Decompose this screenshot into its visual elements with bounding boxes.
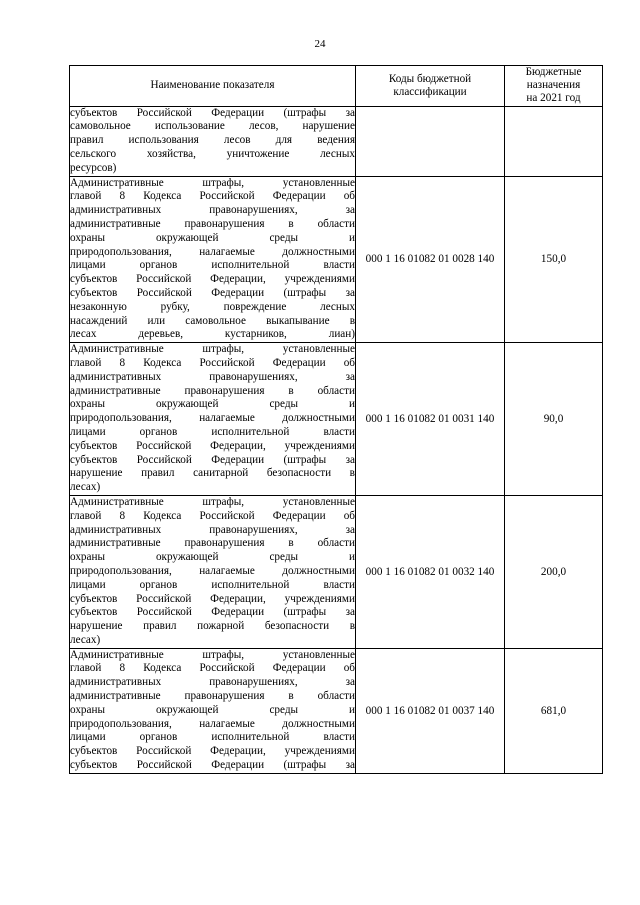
indicator-name-line: административных правонарушениях, за <box>70 204 355 217</box>
budget-amount-cell: 150,0 <box>505 176 603 343</box>
indicator-name-line: лицами органов исполнительной власти <box>70 259 355 272</box>
indicator-name-line: субъектов Российской Федерации (штрафы за <box>70 286 355 299</box>
budget-amount-cell: 200,0 <box>505 495 603 648</box>
indicator-name-line: лицами органов исполнительной власти <box>70 425 355 438</box>
budget-code-cell: 000 1 16 01082 01 0037 140 <box>356 648 505 773</box>
indicator-name-line: субъектов Российской Федерации, учреждениями <box>70 592 355 605</box>
indicator-name-line: сельского хозяйства, уничтожение лесных <box>70 148 355 160</box>
header-budget-codes-line: классификации <box>393 85 467 98</box>
indicator-name-line: Административные штрафы, установленные <box>70 648 355 661</box>
indicator-name-line: субъектов Российской Федерации, учреждениями <box>70 439 355 452</box>
indicator-name-cell <box>70 343 356 496</box>
header-budget-allocations-line: на 2021 год <box>526 92 581 105</box>
indicator-name-line: главой 8 Кодекса Российской Федерации об <box>70 356 355 369</box>
table-row <box>70 343 603 496</box>
indicator-name-line: охраны окружающей среды и <box>70 703 355 716</box>
indicator-name-line: административных правонарушениях, за <box>70 370 355 383</box>
indicator-name-line: нарушение правил пожарной безопасности в <box>70 620 355 633</box>
header-indicator-name <box>70 66 356 107</box>
header-budget-allocations <box>505 66 603 107</box>
budget-code-cell <box>356 106 505 176</box>
table-row <box>70 176 603 343</box>
indicator-name-line: ресурсов) <box>70 161 117 174</box>
indicator-name-line: субъектов Российской Федерации, учреждениями <box>70 273 355 286</box>
indicator-name-line: правил использования лесов для ведения <box>70 134 355 147</box>
table-row <box>70 106 603 176</box>
budget-amount-cell <box>505 106 603 176</box>
indicator-name-line: главой 8 Кодекса Российской Федерации об <box>70 509 355 522</box>
indicator-name-line: субъектов Российской Федерации (штрафы за <box>70 453 355 466</box>
indicator-name-line: природопользования, налагаемые должностными <box>70 245 355 258</box>
indicator-name-cell <box>70 106 356 176</box>
indicator-name-line: нарушение правил санитарной безопасности в <box>70 467 355 480</box>
table-header-row <box>70 66 603 107</box>
indicator-name-cell <box>70 176 356 343</box>
indicator-name-line: административные правонарушения в области <box>70 217 355 230</box>
indicator-name-line: административные правонарушения в области <box>70 690 355 703</box>
indicator-name-line: охраны окружающей среды и <box>70 231 355 244</box>
indicator-name-line: субъектов Российской Федерации, учреждениями <box>70 745 355 758</box>
indicator-name-line: лесах) <box>70 481 101 494</box>
header-budget-codes-line: Коды бюджетной <box>388 72 472 85</box>
indicator-name-line: охраны окружающей среды и <box>70 398 355 411</box>
indicator-name-line: насаждений или самовольное выкапывание в <box>70 314 355 327</box>
indicator-name-line: Административные штрафы, установленные <box>70 495 355 508</box>
indicator-name-line: охраны окружающей среды и <box>70 551 355 564</box>
indicator-name-line: главой 8 Кодекса Российской Федерации об <box>70 662 355 675</box>
header-budget-allocations-line: Бюджетные <box>525 66 582 78</box>
budget-code-cell: 000 1 16 01082 01 0032 140 <box>356 495 505 648</box>
table-row <box>70 648 603 773</box>
page-number: 24 <box>314 38 326 50</box>
indicator-name-line: Административные штрафы, установленные <box>70 343 355 356</box>
table-body <box>70 106 603 773</box>
indicator-name-line: природопользования, налагаемые должностными <box>70 412 355 425</box>
indicator-name-line: природопользования, налагаемые должностными <box>70 564 355 577</box>
indicator-name-line: природопользования, налагаемые должностными <box>70 717 355 730</box>
indicator-name-line: самовольное использование лесов, нарушение <box>70 120 355 133</box>
indicator-name-line: субъектов Российской Федерации (штрафы за <box>70 606 355 619</box>
indicator-name-line: лесах деревьев, кустарников, лиан) <box>70 328 355 341</box>
indicator-name-line: субъектов Российской Федерации (штрафы за <box>70 106 355 119</box>
indicator-name-cell <box>70 495 356 648</box>
header-budget-allocations-line: назначения <box>526 79 581 92</box>
indicator-name-line: лицами органов исполнительной власти <box>70 731 355 744</box>
indicator-name-line: лесах) <box>70 633 101 646</box>
indicator-name-line: административных правонарушениях, за <box>70 523 355 536</box>
budget-code-cell: 000 1 16 01082 01 0031 140 <box>356 343 505 496</box>
indicator-name-line: незаконную рубку, повреждение лесных <box>70 300 355 313</box>
budget-amount-cell: 681,0 <box>505 648 603 773</box>
indicator-name-line: административные правонарушения в области <box>70 384 355 397</box>
budget-amount-cell: 90,0 <box>505 343 603 496</box>
indicator-name-line: административные правонарушения в области <box>70 537 355 550</box>
indicator-name-line: лицами органов исполнительной власти <box>70 578 355 591</box>
indicator-name-line: субъектов Российской Федерации (штрафы за <box>70 759 355 772</box>
header-indicator-name-label: Наименование показателя <box>150 79 275 92</box>
indicator-name-line: Административные штрафы, установленные <box>70 176 355 189</box>
indicator-name-cell <box>70 648 356 773</box>
header-budget-codes <box>356 66 505 107</box>
budget-table <box>69 65 603 774</box>
table-row <box>70 495 603 648</box>
budget-code-cell: 000 1 16 01082 01 0028 140 <box>356 176 505 343</box>
indicator-name-line: административных правонарушениях, за <box>70 676 355 689</box>
indicator-name-line: главой 8 Кодекса Российской Федерации об <box>70 190 355 203</box>
